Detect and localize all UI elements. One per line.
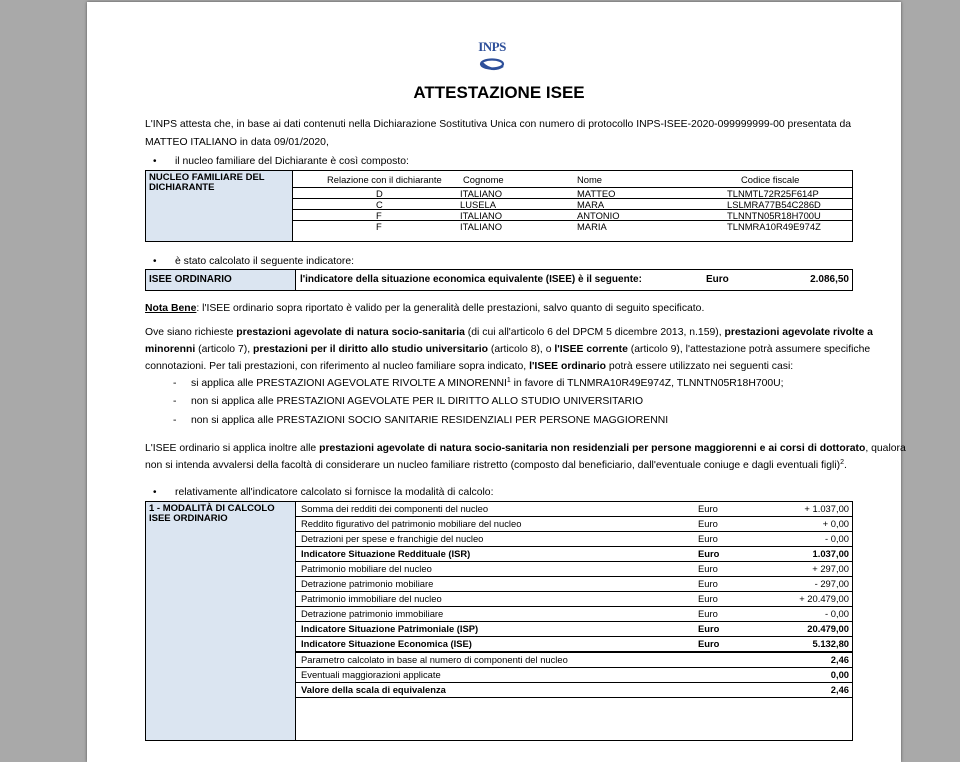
calc-row-label: Indicatore Situazione Reddituale (ISR) xyxy=(301,548,471,559)
family-col-relazione: Relazione con il dichiarante xyxy=(327,174,442,185)
table-row xyxy=(293,210,853,221)
table-row xyxy=(296,547,852,562)
inps-logo xyxy=(472,39,512,77)
calc-row-currency: Euro xyxy=(698,533,718,544)
cognome-cell: ITALIANO xyxy=(460,188,503,199)
codice-fiscale-cell: TLNNTN05R18H700U xyxy=(727,210,821,221)
relazione-cell: C xyxy=(376,199,383,210)
calc-row-currency: Euro xyxy=(698,518,718,529)
table-row xyxy=(293,188,853,199)
calc-row-value: - 0,00 xyxy=(825,608,849,619)
para2-text: L'ISEE ordinario si applica inoltre alle xyxy=(145,443,320,454)
intro-line-2: MATTEO ITALIANO in data 09/01/2020, xyxy=(145,137,329,148)
calc-row-currency: Euro xyxy=(698,578,718,589)
cognome-cell: LUSELA xyxy=(460,199,496,210)
calc-row-label: Eventuali maggiorazioni applicate xyxy=(301,669,441,680)
cognome-cell: ITALIANO xyxy=(460,221,503,232)
para1-text: (articolo 7), xyxy=(195,344,253,355)
para1-line-1 xyxy=(145,326,873,339)
table-row xyxy=(296,517,852,532)
isee-ordinario-box xyxy=(145,269,853,291)
codice-fiscale-cell: TLNMTL72R25F614P xyxy=(727,188,819,199)
calc-row-currency: Euro xyxy=(698,593,718,604)
calc-row-currency: Euro xyxy=(698,548,720,559)
calc-row-label: Parametro calcolato in base al numero di componenti del nucleo xyxy=(301,654,568,665)
family-header-row xyxy=(293,171,853,188)
para1-text: potrà essere utilizzato nei seguenti casi: xyxy=(606,361,794,372)
calc-row-label: Patrimonio mobiliare del nucleo xyxy=(301,563,432,574)
calc-row-currency: Euro xyxy=(698,638,720,649)
case-text: si applica alle PRESTAZIONI AGEVOLATE RIVOLTE A MINORENNI xyxy=(191,378,507,389)
para1-text: (articolo 8), o xyxy=(487,344,555,355)
table-row xyxy=(296,577,852,592)
para1-bold: l'ISEE corrente xyxy=(554,344,628,355)
calc-row-label: Detrazioni per spese e franchigie del nucleo xyxy=(301,533,484,544)
calc-row-label: Indicatore Situazione Economica (ISE) xyxy=(301,638,472,649)
intro-line-1: L'INPS attesta che, in base ai dati contenuti nella Dichiarazione Sostitutiva Unica con numero di protocollo INPS-ISEE-2020-099999999-00 presentata da xyxy=(145,119,852,130)
calc-row-currency: Euro xyxy=(698,608,718,619)
table-row xyxy=(296,562,852,577)
case-item: non si applica alle PRESTAZIONI SOCIO SANITARIE RESIDENZIALI PER PERSONE MAGGIORENNI xyxy=(191,415,669,426)
para2-text: . xyxy=(844,460,847,471)
para1-text: (di cui all'articolo 6 del DPCM 5 dicembre 2013, n.159), xyxy=(464,327,725,338)
table-row xyxy=(296,532,852,547)
bullet-icon: • xyxy=(153,156,157,167)
inps-swoosh-icon xyxy=(472,39,512,77)
para1-bold: prestazioni agevolate di natura socio-sanitaria xyxy=(236,327,465,338)
family-intro: il nucleo familiare del Dichiarante è così composto: xyxy=(175,156,409,167)
family-table xyxy=(145,170,853,242)
calc-row-value: + 1.037,00 xyxy=(804,503,849,514)
para2-bold: prestazioni agevolate di natura socio-sanitaria non residenziali per persone maggiorenni e ai corsi di dottorato xyxy=(319,443,866,454)
para1-bold: l'ISEE ordinario xyxy=(529,361,607,372)
table-row xyxy=(296,683,852,698)
nome-cell: MATTEO xyxy=(577,188,616,199)
para2-line-2 xyxy=(145,459,847,472)
nome-cell: ANTONIO xyxy=(577,210,620,221)
calc-intro: relativamente all'indicatore calcolato si fornisce la modalità di calcolo: xyxy=(175,487,494,498)
table-row xyxy=(293,199,853,210)
case-dash: - xyxy=(173,378,177,389)
para2-line-1 xyxy=(145,442,906,455)
nota-bene-text: : l'ISEE ordinario sopra riportato è valido per la generalità delle prestazioni, salvo quanto di seguito specificato. xyxy=(196,303,705,314)
case-dash: - xyxy=(173,415,177,426)
cognome-cell: ITALIANO xyxy=(460,210,503,221)
para1-text: Ove siano richieste xyxy=(145,327,237,338)
nota-bene xyxy=(145,302,704,315)
codice-fiscale-cell: TLNMRA10R49E974Z xyxy=(727,221,821,232)
calc-row-value: + 297,00 xyxy=(812,563,849,574)
codice-fiscale-cell: LSLMRA77B54C286D xyxy=(727,199,821,210)
calc-row-value: + 0,00 xyxy=(822,518,849,529)
para1-bold: prestazioni per il diritto allo studio universitario xyxy=(252,344,488,355)
isee-value: 2.086,50 xyxy=(810,274,849,285)
calc-row-value: 5.132,80 xyxy=(812,638,849,649)
calc-row-label: Detrazione patrimonio mobiliare xyxy=(301,578,434,589)
nome-cell: MARIA xyxy=(577,221,607,232)
para1-text: (articolo 9), l'attestazione potrà assumere specifiche xyxy=(627,344,871,355)
calc-row-label: Reddito figurativo del patrimonio mobiliare del nucleo xyxy=(301,518,522,529)
calc-row-label: Patrimonio immobiliare del nucleo xyxy=(301,593,442,604)
table-row xyxy=(296,502,852,517)
nome-cell: MARA xyxy=(577,199,605,210)
isee-currency: Euro xyxy=(706,274,729,285)
calc-row-currency: Euro xyxy=(698,503,718,514)
family-col-codice: Codice fiscale xyxy=(741,174,800,185)
para1-bold: prestazioni agevolate rivolte a xyxy=(724,327,873,338)
calc-row-value: - 0,00 xyxy=(825,533,849,544)
table-row xyxy=(296,592,852,607)
calc-row-label: Indicatore Situazione Patrimoniale (ISP) xyxy=(301,623,479,634)
calc-row-label: Detrazione patrimonio immobiliare xyxy=(301,608,444,619)
indicator-intro: è stato calcolato il seguente indicatore: xyxy=(175,256,355,267)
table-row xyxy=(296,607,852,622)
table-row xyxy=(296,653,852,668)
calc-row-value: 0,00 xyxy=(830,669,849,680)
case-tail: in favore di TLNMRA10R49E974Z, TLNNTN05R18H700U; xyxy=(510,378,784,389)
calc-row-value: + 20.479,00 xyxy=(799,593,849,604)
bullet-icon: • xyxy=(153,487,157,498)
family-col-cognome: Cognome xyxy=(463,174,504,185)
calc-row-value: 1.037,00 xyxy=(812,548,849,559)
table-row xyxy=(296,637,852,653)
family-label: NUCLEO FAMILIARE DEL DICHIARANTE xyxy=(146,171,293,241)
case-dash: - xyxy=(173,396,177,407)
table-row xyxy=(296,622,852,637)
relazione-cell: F xyxy=(376,221,382,232)
relazione-cell: D xyxy=(376,188,383,199)
calc-row-value: - 297,00 xyxy=(814,578,849,589)
footnote-ref: 1 xyxy=(506,377,511,384)
calc-row-value: 2,46 xyxy=(830,654,849,665)
isee-ordinario-label: ISEE ORDINARIO xyxy=(146,270,296,290)
document-title: ATTESTAZIONE ISEE xyxy=(413,83,585,102)
calc-table xyxy=(145,501,853,741)
para2-text: , qualora xyxy=(865,443,906,454)
calc-label: 1 - MODALITÀ DI CALCOLO ISEE ORDINARIO xyxy=(146,502,296,740)
document-page xyxy=(87,2,906,762)
footnote-ref: 2 xyxy=(840,459,844,466)
case-item xyxy=(191,377,784,390)
table-row xyxy=(293,221,853,232)
para1-bold: minorenni xyxy=(145,344,196,355)
nota-bene-label: Nota Bene xyxy=(145,303,197,314)
calc-row-value: 20.479,00 xyxy=(807,623,849,634)
para1-line-3 xyxy=(145,360,793,373)
para1-text: connotazioni. Per tali prestazioni, con riferimento al nucleo familiare sopra indicato, xyxy=(145,361,530,372)
bullet-icon: • xyxy=(153,256,157,267)
calc-row-currency: Euro xyxy=(698,563,718,574)
relazione-cell: F xyxy=(376,210,382,221)
family-col-nome: Nome xyxy=(577,174,603,185)
isee-indicator-text: l'indicatore della situazione economica equivalente (ISEE) è il seguente: xyxy=(300,274,642,285)
para1-line-2 xyxy=(145,343,870,356)
table-row xyxy=(296,668,852,683)
calc-row-label: Somma dei redditi dei componenti del nucleo xyxy=(301,503,489,514)
inps-logo-text: INPS xyxy=(478,39,506,54)
case-item: non si applica alle PRESTAZIONI AGEVOLATE PER IL DIRITTO ALLO STUDIO UNIVERSITARIO xyxy=(191,396,644,407)
para2-text: non si intenda avvalersi della facoltà di considerare un nucleo familiare ristretto (composto dal beneficiario, dall'eventuale coniuge e dagli eventuali figli) xyxy=(145,460,841,471)
calc-row-label: Valore della scala di equivalenza xyxy=(301,684,446,695)
calc-row-value: 2,46 xyxy=(830,684,849,695)
calc-row-currency: Euro xyxy=(698,623,720,634)
